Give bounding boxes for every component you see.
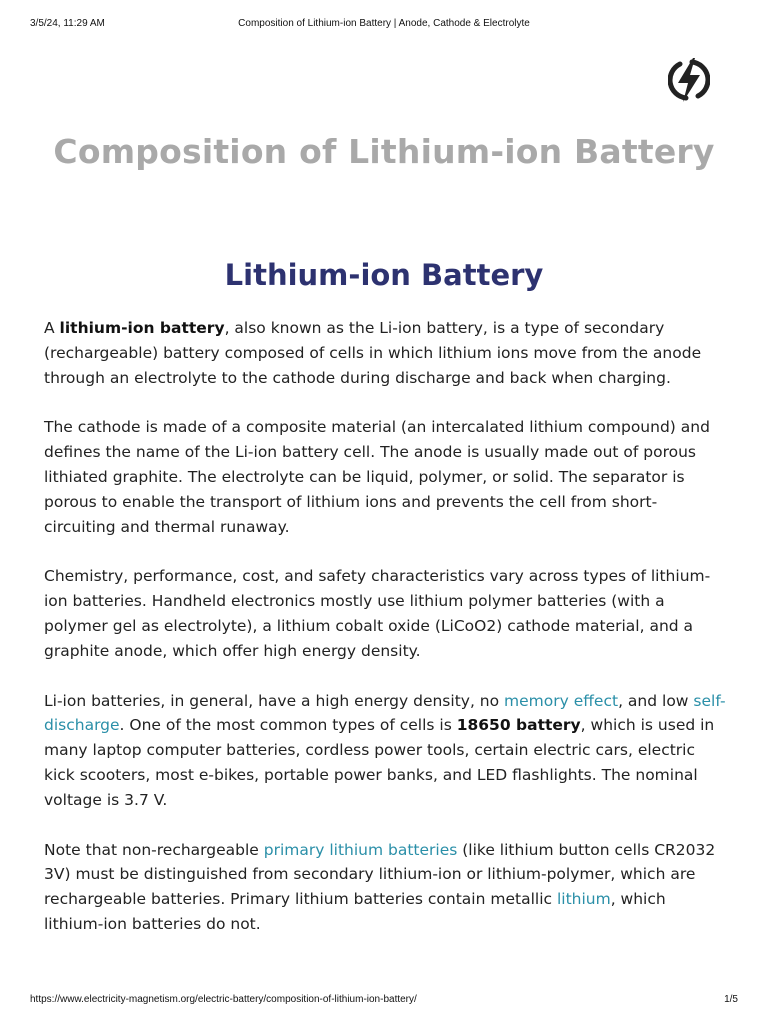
- section-heading: Lithium-ion Battery: [224, 258, 544, 292]
- print-url: https://www.electricity-magnetism.org/electric-battery/composition-of-lithium-ion-battery/: [30, 994, 417, 1005]
- text-run: . One of the most common types of cells is: [119, 716, 457, 735]
- paragraph-intro: [44, 316, 728, 390]
- page-number: 1/5: [724, 994, 738, 1005]
- text-run: Note that non-rechargeable: [44, 840, 264, 859]
- lightning-bolt-icon: [668, 56, 710, 104]
- article-body: [44, 316, 728, 962]
- paragraph-energy-density: [44, 689, 728, 813]
- text-run: , also known as the Li-ion battery, is a type of secondary (rechargeable) battery composed of cells in which lithium ions move from the anode through an electrolyte to the cathode during discharge and back when charging.: [44, 319, 702, 387]
- paragraph-primary-lithium: [44, 838, 728, 937]
- text-run: Chemistry, performance, cost, and safety characteristics vary across types of lithium-ion batteries. Handheld electronics mostly use lithium polymer batteries (with a polymer gel as electrolyte), a lithium cobalt oxide (LiCoO2) cathode material, and a graphite anode, which offer high energy density.: [44, 567, 711, 660]
- lithium-link[interactable]: lithium: [556, 890, 611, 909]
- self-discharge-link[interactable]: self-discharge: [44, 691, 726, 735]
- paragraph-cathode: [44, 415, 728, 539]
- text-run: The cathode is made of a composite material (an intercalated lithium compound) and defines the name of the Li-ion battery cell. The anode is usually made out of porous lithiated graphite. The electrolyte can be liquid, polymer, or solid. The separator is porous to enable the transport of lithium ions and prevents the cell from short-circuiting and thermal runaway.: [44, 418, 710, 536]
- bold-term: 18650 battery: [456, 716, 581, 735]
- text-run: (like lithium button cells CR2032 3V) must be distinguished from secondary lithium-ion or lithium-polymer, which are rechargeable batteries. Primary lithium batteries contain metallic: [44, 840, 716, 909]
- print-header: [30, 18, 738, 32]
- print-footer: [30, 994, 738, 1008]
- memory-effect-link[interactable]: memory effect: [504, 691, 619, 710]
- text-run: , which lithium-ion batteries do not.: [44, 890, 666, 933]
- text-run: , and low: [618, 691, 694, 710]
- text-run: Li-ion batteries, in general, have a high energy density, no: [44, 691, 505, 710]
- print-datetime: 3/5/24, 11:29 AM: [30, 18, 105, 29]
- print-doc-title: Composition of Lithium-ion Battery | Anode, Cathode & Electrolyte: [238, 18, 530, 29]
- text-run: , which is used in many laptop computer batteries, cordless power tools, certain electric cars, electric kick scooters, most e-bikes, portable power banks, and LED flashlights. The nominal voltage is 3.7 V.: [44, 716, 715, 809]
- paragraph-chemistry: [44, 564, 728, 663]
- bold-term: lithium-ion battery: [59, 319, 225, 337]
- page-title: Composition of Lithium-ion Battery: [53, 132, 715, 171]
- primary-lithium-batteries-link[interactable]: primary lithium batteries: [263, 840, 458, 859]
- text-run: A: [44, 319, 60, 337]
- site-logo[interactable]: [668, 56, 710, 104]
